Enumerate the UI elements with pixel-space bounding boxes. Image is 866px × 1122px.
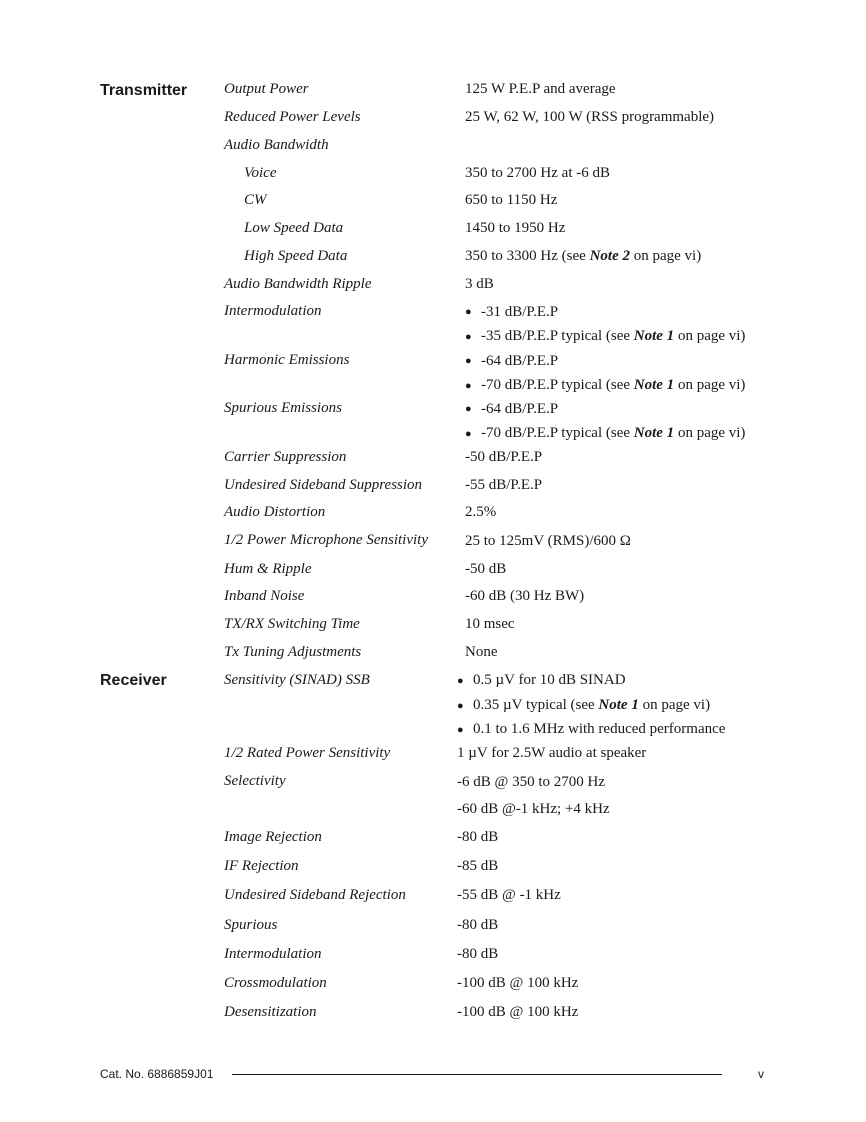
selectivity-value-1: -6 dB @ 350 to 2700 Hz — [457, 774, 605, 790]
if-rejection-label: IF Rejection — [224, 858, 299, 874]
sensitivity-value-2: 0.35 µV typical (see Note 1 on page vi) — [473, 697, 711, 713]
crossmodulation-value: -100 dB @ 100 kHz — [457, 975, 579, 991]
microphone-sensitivity-label: 1/2 Power Microphone Sensitivity — [224, 532, 428, 548]
audio-distortion-value: 2.5% — [465, 504, 497, 520]
audio-bandwidth-ripple-value: 3 dB — [465, 276, 494, 292]
harmonic-emissions-label: Harmonic Emissions — [224, 352, 350, 368]
harmonic-emissions-value-2: -70 dB/P.E.P typical (see Note 1 on page vi) — [481, 377, 746, 393]
high-speed-data-label: High Speed Data — [244, 248, 348, 264]
cw-label: CW — [244, 192, 267, 208]
footer-page-number: v — [758, 1067, 764, 1081]
bullet-icon: ● — [457, 724, 464, 736]
rated-power-sensitivity-value: 1 µV for 2.5W audio at speaker — [457, 745, 647, 761]
selectivity-label: Selectivity — [224, 773, 286, 789]
tx-intermodulation-value-2: -35 dB/P.E.P typical (see Note 1 on page vi) — [481, 328, 746, 344]
cw-value: 650 to 1150 Hz — [465, 192, 558, 208]
crossmodulation-label: Crossmodulation — [224, 975, 327, 991]
tx-intermodulation-label: Intermodulation — [224, 303, 322, 319]
note-reference: Note 1 — [598, 697, 639, 713]
tx-tuning-adjustments-label: Tx Tuning Adjustments — [224, 644, 362, 660]
spurious-label: Spurious — [224, 917, 278, 933]
spurious-value: -80 dB — [457, 917, 499, 933]
bullet-icon: ● — [465, 306, 472, 318]
bullet-icon: ● — [465, 428, 472, 440]
reduced-power-levels-label: Reduced Power Levels — [224, 109, 361, 125]
note-reference: Note 1 — [633, 377, 675, 393]
inband-noise-value: -60 dB (30 Hz BW) — [465, 588, 585, 604]
low-speed-data-value: 1450 to 1950 Hz — [465, 220, 566, 236]
footer-divider — [232, 1074, 722, 1075]
sensitivity-value-1: 0.5 µV for 10 dB SINAD — [473, 672, 626, 688]
voice-label: Voice — [244, 165, 277, 181]
rx-intermodulation-label: Intermodulation — [224, 946, 322, 962]
bullet-icon: ● — [465, 355, 472, 367]
audio-distortion-label: Audio Distortion — [224, 504, 326, 520]
voice-value: 350 to 2700 Hz at -6 dB — [465, 165, 610, 181]
harmonic-emissions-value-1: -64 dB/P.E.P — [481, 353, 559, 369]
carrier-suppression-label: Carrier Suppression — [224, 449, 347, 465]
rx-intermodulation-value: -80 dB — [457, 946, 499, 962]
if-rejection-value: -85 dB — [457, 858, 499, 874]
rated-power-sensitivity-label: 1/2 Rated Power Sensitivity — [224, 745, 391, 761]
image-rejection-value: -80 dB — [457, 829, 499, 845]
desensitization-label: Desensitization — [224, 1004, 317, 1020]
bullet-icon: ● — [465, 403, 472, 415]
spurious-emissions-value-1: -64 dB/P.E.P — [481, 401, 559, 417]
image-rejection-label: Image Rejection — [224, 829, 322, 845]
low-speed-data-label: Low Speed Data — [244, 220, 344, 236]
undesired-sideband-suppression-value: -55 dB/P.E.P — [465, 477, 543, 493]
bullet-icon: ● — [457, 700, 464, 712]
spurious-emissions-label: Spurious Emissions — [224, 400, 342, 416]
output-power-label: Output Power — [224, 81, 309, 97]
audio-bandwidth-label: Audio Bandwidth — [224, 137, 329, 153]
carrier-suppression-value: -50 dB/P.E.P — [465, 449, 543, 465]
note-reference: Note 1 — [633, 425, 675, 441]
bullet-icon: ● — [457, 675, 464, 687]
output-power-value: 125 W P.E.P and average — [465, 81, 616, 97]
hum-ripple-value: -50 dB — [465, 561, 507, 577]
note-reference: Note 1 — [633, 328, 675, 344]
inband-noise-label: Inband Noise — [224, 588, 305, 604]
hum-ripple-label: Hum & Ripple — [224, 561, 312, 577]
high-speed-data-value: 350 to 3300 Hz (see Note 2 on page vi) — [465, 248, 702, 264]
txrx-switching-time-value: 10 msec — [465, 616, 515, 632]
microphone-sensitivity-value: 25 to 125mV (RMS)/600 Ω — [465, 533, 631, 549]
bullet-icon: ● — [465, 380, 472, 392]
txrx-switching-time-label: TX/RX Switching Time — [224, 616, 360, 632]
undesired-sideband-suppression-label: Undesired Sideband Suppression — [224, 477, 423, 493]
desensitization-value: -100 dB @ 100 kHz — [457, 1004, 579, 1020]
tx-tuning-adjustments-value: None — [465, 644, 498, 660]
bullet-icon: ● — [465, 331, 472, 343]
undesired-sideband-rejection-label: Undesired Sideband Rejection — [224, 887, 406, 903]
spurious-emissions-value-2: -70 dB/P.E.P typical (see Note 1 on page vi) — [481, 425, 746, 441]
receiver-heading: Receiver — [100, 672, 167, 689]
sensitivity-label: Sensitivity (SINAD) SSB — [224, 672, 370, 688]
undesired-sideband-rejection-value: -55 dB @ -1 kHz — [457, 887, 561, 903]
note-reference: Note 2 — [589, 248, 630, 264]
sensitivity-value-3: 0.1 to 1.6 MHz with reduced performance — [473, 721, 726, 737]
audio-bandwidth-ripple-label: Audio Bandwidth Ripple — [224, 276, 372, 292]
footer-catalog-number: Cat. No. 6886859J01 — [100, 1067, 214, 1081]
transmitter-heading: Transmitter — [100, 82, 188, 99]
reduced-power-levels-value: 25 W, 62 W, 100 W (RSS programmable) — [465, 109, 715, 125]
tx-intermodulation-value-1: -31 dB/P.E.P — [481, 304, 559, 320]
selectivity-value-2: -60 dB @-1 kHz; +4 kHz — [457, 801, 610, 817]
